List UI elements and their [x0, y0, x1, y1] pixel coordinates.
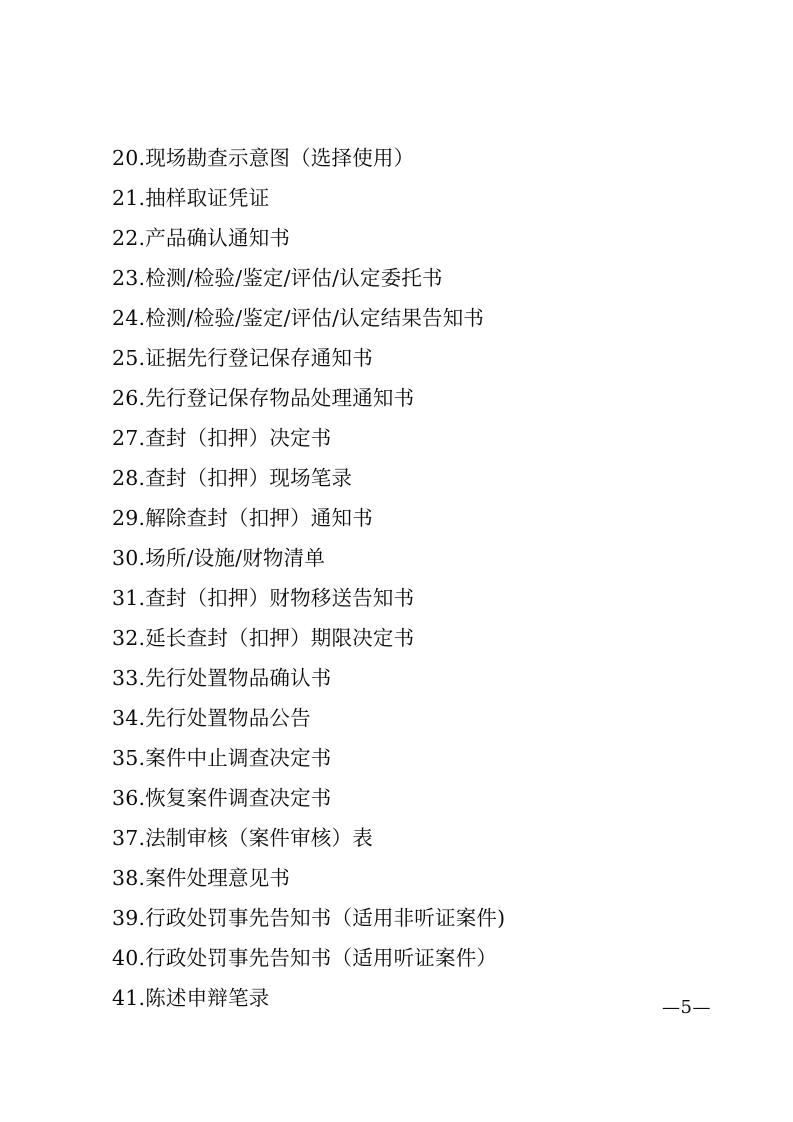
list-item: 36.恢复案件调查决定书 [112, 786, 332, 810]
list-item: 31.查封（扣押）财物移送告知书 [112, 586, 415, 610]
list-item: 41.陈述申辩笔录 [112, 986, 270, 1010]
list-item: 32.延长查封（扣押）期限决定书 [112, 626, 415, 650]
list-item: 20.现场勘查示意图（选择使用） [112, 146, 415, 170]
list-item: 35.案件中止调查决定书 [112, 746, 332, 770]
list-item: 30.场所/设施/财物清单 [112, 546, 326, 570]
list-item: 24.检测/检验/鉴定/评估/认定结果告知书 [112, 306, 485, 330]
list-item: 28.查封（扣押）现场笔录 [112, 466, 353, 490]
page-number: —5— [662, 997, 711, 1018]
list-item: 34.先行处置物品公告 [112, 706, 311, 730]
list-item: 37.法制审核（案件审核）表 [112, 826, 373, 850]
list-item: 27.查封（扣押）决定书 [112, 426, 332, 450]
list-item: 40.行政处罚事先告知书（适用听证案件） [112, 946, 498, 970]
list-item: 21.抽样取证凭证 [112, 186, 270, 210]
list-item: 22.产品确认通知书 [112, 226, 291, 250]
list-item: 33.先行处置物品确认书 [112, 666, 332, 690]
list-item: 23.检测/检验/鉴定/评估/认定委托书 [112, 266, 443, 290]
list-item: 26.先行登记保存物品处理通知书 [112, 386, 415, 410]
list-item: 38.案件处理意见书 [112, 866, 291, 890]
list-item: 29.解除查封（扣押）通知书 [112, 506, 373, 530]
document-body [112, 138, 712, 1018]
list-item: 39.行政处罚事先告知书（适用非听证案件) [112, 906, 506, 930]
list-item: 25.证据先行登记保存通知书 [112, 346, 373, 370]
